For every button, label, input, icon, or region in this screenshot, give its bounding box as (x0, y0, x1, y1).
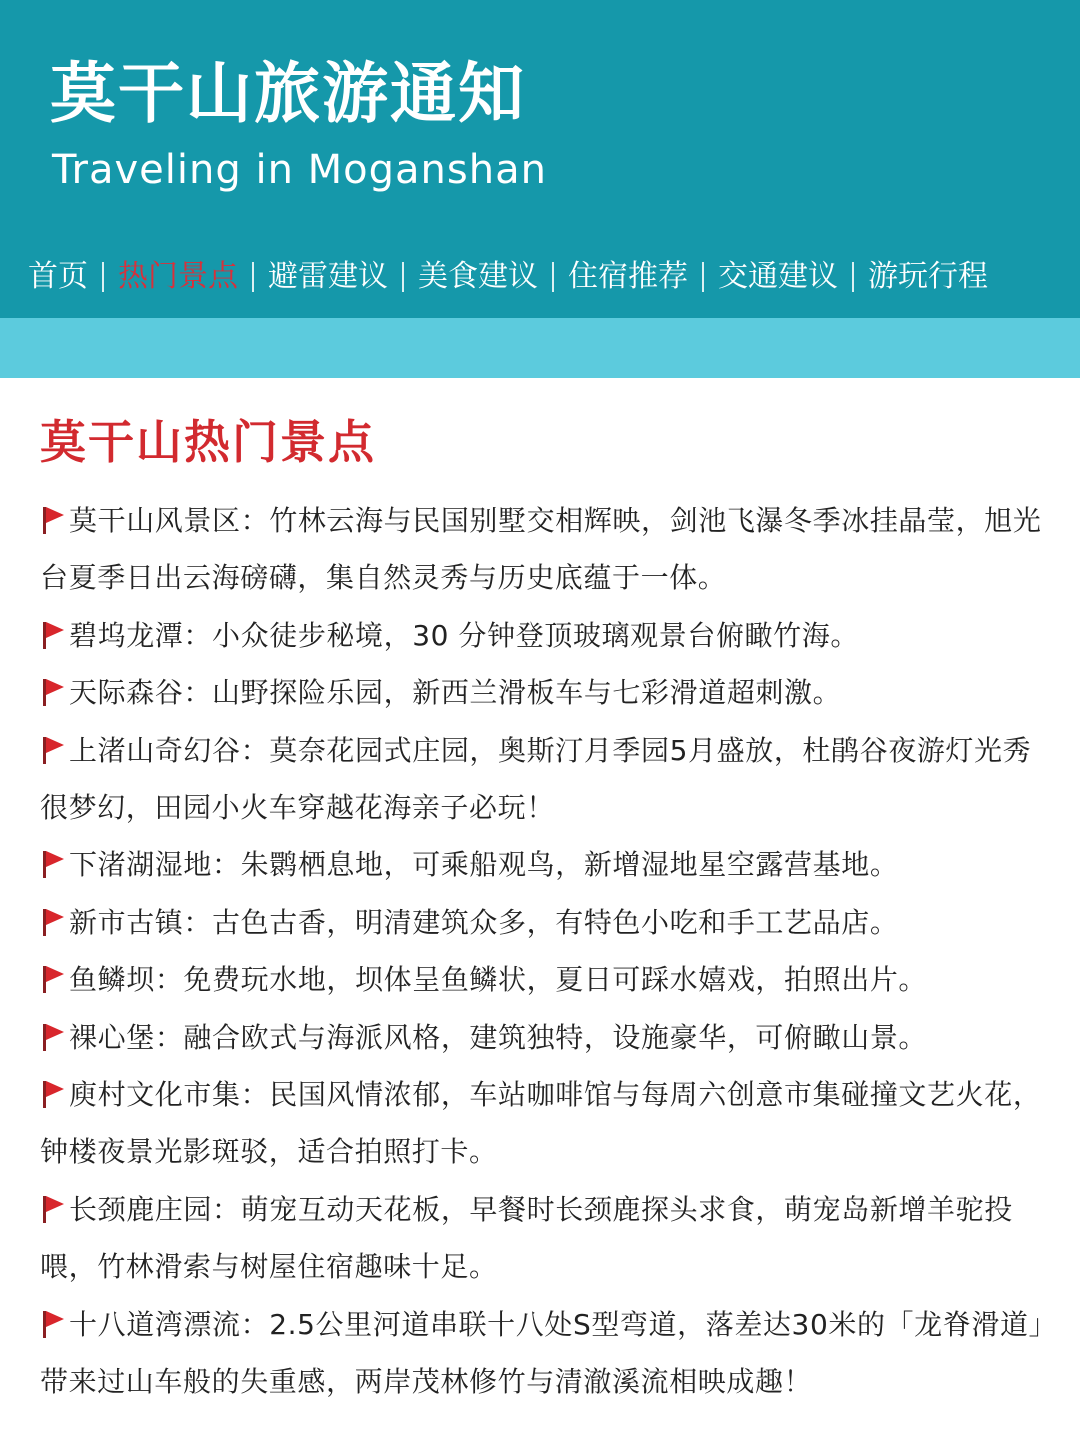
attraction-name: 莫干山风景区 (69, 504, 241, 537)
list-item (40, 1181, 1044, 1296)
attraction-name: 碧坞龙潭 (69, 618, 184, 652)
list-item (40, 836, 1044, 893)
colon: ： (183, 676, 213, 710)
nav-item-2[interactable]: 热门景点 (118, 259, 238, 294)
attraction-desc: 民国风情浓郁，车站咖啡馆与每周六创意市集碰撞文艺火花，钟楼夜景光影斑驳，适合拍照打卡。 (40, 1078, 1042, 1169)
flag-icon (40, 849, 66, 879)
attraction-name: 新市古镇 (69, 905, 184, 939)
list-item (40, 1009, 1044, 1066)
attraction-name: 下渚湖湿地 (69, 848, 213, 882)
flag-icon (40, 1079, 66, 1109)
attraction-name: 裸心堡 (69, 1020, 155, 1054)
flag-icon (40, 964, 66, 994)
nav-item-1[interactable]: 首页 (28, 259, 88, 294)
colon: ： (212, 1192, 241, 1226)
colon: ： (183, 618, 213, 652)
flag-icon (40, 1194, 66, 1224)
list-item (40, 492, 1044, 607)
colon: ： (240, 1307, 270, 1341)
attraction-name: 十八道湾漂流 (69, 1307, 241, 1341)
flag-icon (40, 1022, 66, 1052)
attraction-desc: 竹林云海与民国别墅交相辉映，剑池飞瀑冬季冰挂晶莹，旭光台夏季日出云海磅礴，集自然灵秀与历史底蕴于一体。 (40, 504, 1042, 595)
attraction-name: 庾村文化市集 (69, 1078, 241, 1112)
nav-item-6[interactable]: 交通建议 (718, 259, 838, 294)
list-item (40, 1066, 1044, 1181)
top-nav (28, 252, 988, 302)
attraction-name: 天际森谷 (69, 676, 184, 710)
list-item (40, 664, 1044, 721)
nav-item-7[interactable]: 游玩行程 (868, 259, 988, 294)
header (0, 0, 1080, 318)
colon: ： (240, 1078, 270, 1112)
attraction-name: 长颈鹿庄园 (69, 1192, 213, 1226)
page-title: 莫干山旅游通知 (50, 55, 526, 132)
attraction-desc: 免费玩水地，坝体呈鱼鳞状，夏日可踩水嬉戏，拍照出片。 (183, 963, 928, 997)
attraction-desc: 莫奈花园式庄园，奥斯汀月季园5月盛放，杜鹃谷夜游灯光秀很梦幻，田园小火车穿越花海亲子必玩！ (40, 733, 1032, 825)
flag-icon (40, 735, 66, 765)
flag-icon (40, 1309, 66, 1339)
list-item (40, 951, 1044, 1008)
attraction-desc: 朱鹮栖息地，可乘船观鸟，新增湿地星空露营基地。 (240, 848, 899, 882)
colon: ： (154, 963, 184, 997)
nav-separator (102, 262, 104, 292)
colon: ： (240, 504, 270, 537)
section-title: 莫干山热门景点 (40, 415, 376, 469)
colon: ： (154, 1020, 184, 1054)
nav-item-3[interactable]: 避雷建议 (268, 259, 388, 294)
nav-separator (402, 262, 404, 292)
attraction-desc: 萌宠互动天花板，早餐时长颈鹿探头求食，萌宠岛新增羊驼投喂，竹林滑索与树屋住宿趣味十足。 (40, 1192, 1013, 1284)
flag-icon (40, 505, 66, 535)
list-item (40, 1296, 1044, 1411)
nav-separator (252, 262, 254, 292)
list-item (40, 894, 1044, 951)
attraction-desc: 融合欧式与海派风格，建筑独特，设施豪华，可俯瞰山景。 (183, 1020, 928, 1054)
nav-item-4[interactable]: 美食建议 (418, 259, 538, 294)
list-item (40, 722, 1044, 837)
nav-item-5[interactable]: 住宿推荐 (568, 259, 688, 294)
header-band (0, 318, 1080, 378)
flag-icon (40, 677, 66, 707)
attraction-desc: 山野探险乐园，新西兰滑板车与七彩滑道超刺激。 (212, 676, 842, 710)
nav-separator (852, 262, 854, 292)
colon: ： (183, 905, 213, 939)
flag-icon (40, 620, 66, 650)
list-item (40, 607, 1044, 664)
attraction-name: 鱼鳞坝 (69, 963, 155, 997)
page-subtitle: Traveling in Moganshan (52, 147, 547, 193)
attraction-desc: 2.5公里河道串联十八处S型弯道，落差达30米的「龙脊滑道」带来过山车般的失重感，两岸茂林修竹与清澈溪流相映成趣！ (40, 1307, 1044, 1399)
colon: ： (240, 733, 270, 767)
attraction-list (40, 492, 1044, 1411)
colon: ： (212, 848, 241, 882)
nav-separator (702, 262, 704, 292)
attraction-desc: 古色古香，明清建筑众多，有特色小吃和手工艺品店。 (212, 905, 899, 939)
attraction-desc: 小众徒步秘境，30 分钟登顶玻璃观景台俯瞰竹海。 (212, 618, 859, 652)
flag-icon (40, 907, 66, 937)
nav-separator (552, 262, 554, 292)
attraction-name: 上渚山奇幻谷 (69, 733, 241, 767)
